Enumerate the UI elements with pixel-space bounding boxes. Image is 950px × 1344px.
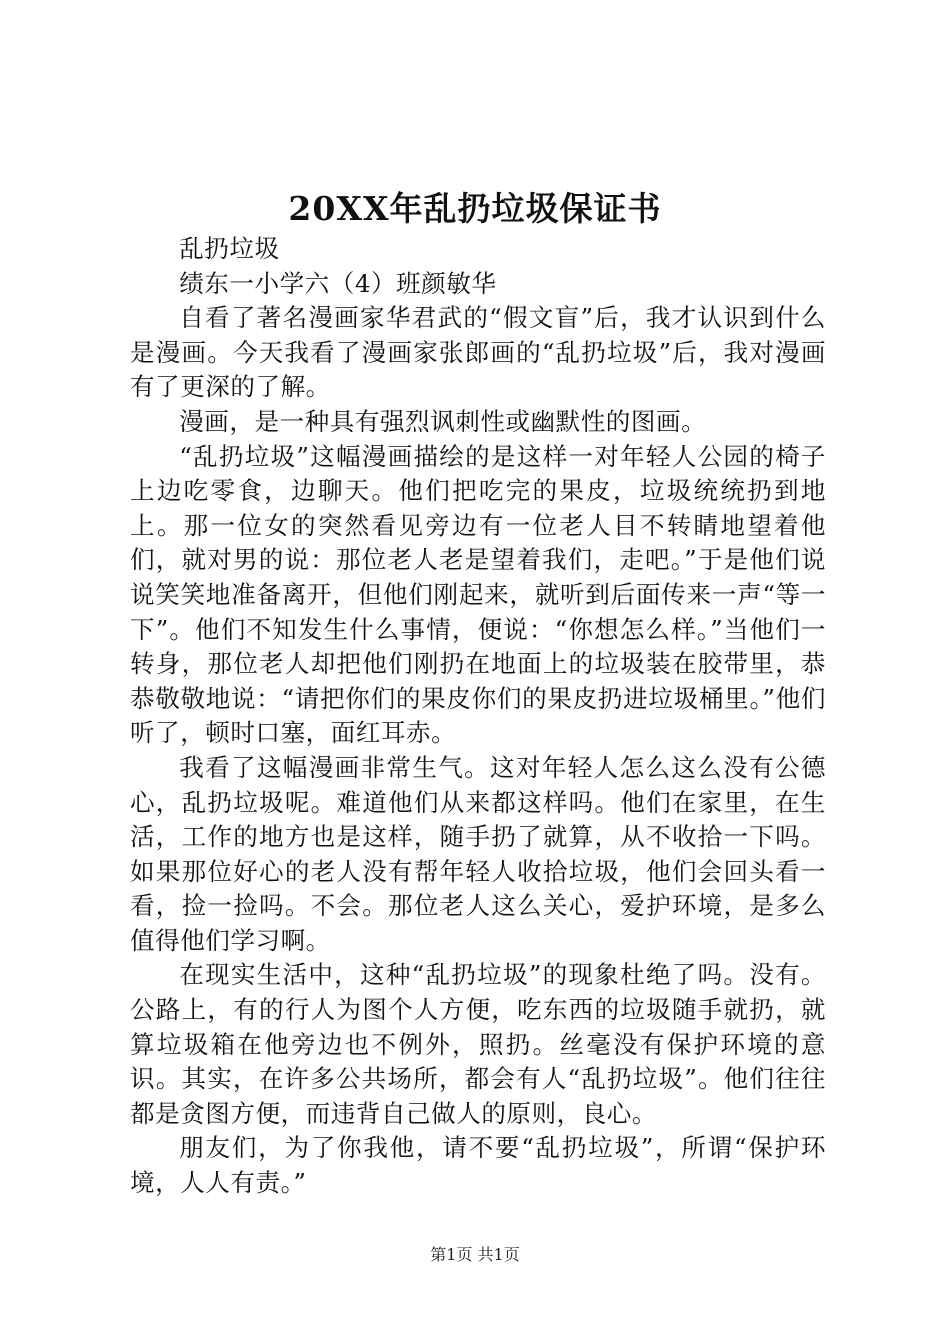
paragraph-topic: 乱扔垃圾 [179,234,280,263]
paragraph: “乱扔垃圾”这幅漫画描绘的是这样一对年轻人公园的椅子上边吃零食，边聊天。他们把吃完的果皮，垃圾统统扔到地上。那一位女的突然看见旁边有一位老人目不转睛地望着他们，就对男的说：那位老人老是望着我们，走吧。”于是他们说说笑笑地准备离开，但他们刚起来，就听到后面传来一声“等一下”。他们不知发生什么事情，便说：“你想怎么样。”当他们一转身，那位老人却把他们刚扔在地面上的垃圾装在胶带里，恭恭敬敬地说：“请把你们的果皮你们的果皮扔进垃圾桶里。”他们听了，顿时口塞，面红耳赤。 [130,441,826,748]
paragraph-author: 绩东一小学六（4）班颜敏华 [179,268,497,298]
page-number-footer: 第1页 共1页 [430,1245,520,1264]
document-title: 20XX年乱扔垃圾保证书 [288,189,662,228]
paragraph-closing: 朋友们，为了你我他，请不要“乱扔垃圾”，所谓“保护环境，人人有责。” [130,1133,826,1198]
paragraph: 自看了著名漫画家华君武的“假文盲”后，我才认识到什么是漫画。今天我看了漫画家张郎画的“乱扔垃圾”后，我对漫画有了更深的了解。 [130,303,826,402]
document-body [130,232,826,1201]
paragraph: 在现实生活中，这种“乱扔垃圾”的现象杜绝了吗。没有。公路上，有的行人为图个人方便，吃东西的垃圾随手就扔，就算垃圾箱在他旁边也不例外，照扔。丝毫没有保护环境的意识。其实，在许多公共场所，都会有人“乱扔垃圾”。他们往往都是贪图方便，而违背自己做人的原则，良心。 [130,960,826,1128]
paragraph: 漫画，是一种具有强烈讽刺性或幽默性的图画。 [179,406,707,436]
paragraph: 我看了这幅漫画非常生气。这对年轻人怎么这么没有公德心，乱扔垃圾呢。难道他们从来都这样吗。他们在家里，在生活，工作的地方也是这样，随手扔了就算，从不收拾一下吗。如果那位好心的老人没有帮年轻人收拾垃圾，他们会回头看一看，捡一捡吗。不会。那位老人这么关心，爱护环境，是多么值得他们学习啊。 [130,752,826,955]
